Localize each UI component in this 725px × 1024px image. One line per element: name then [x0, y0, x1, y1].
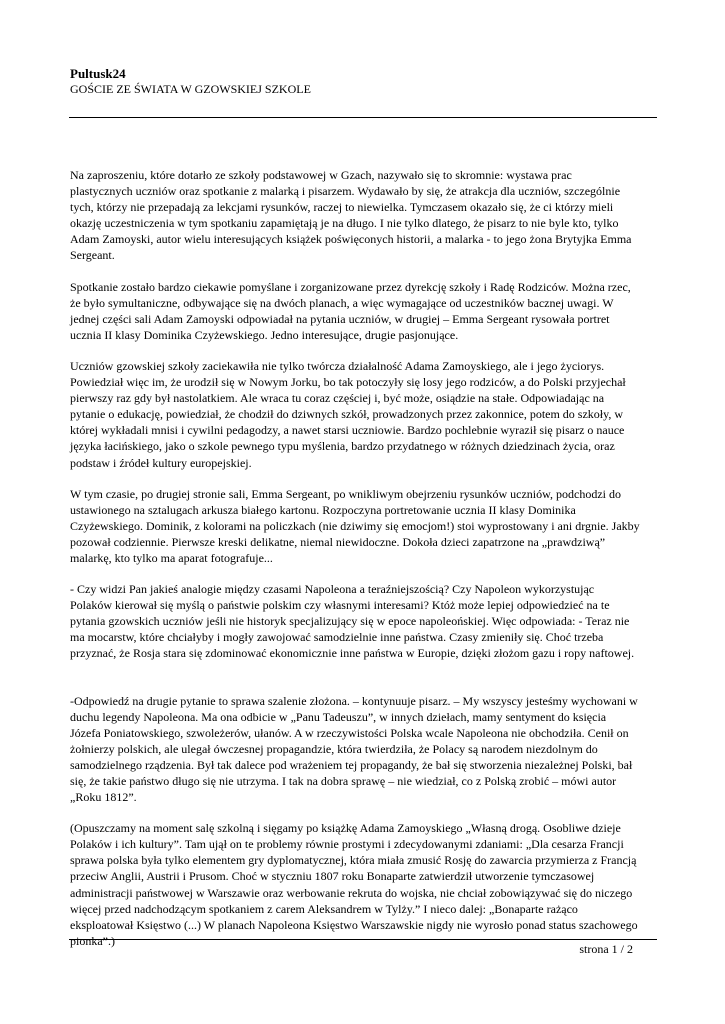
paragraph-intro: Na zaproszeniu, które dotarło ze szkoły podstawowej w Gzach, nazywało się to skromnie: wystawa prac plastycznych uczniów oraz spotkanie z malarką i pisarzem. Wydawało by się, że atrakcja dla uczniów, szczególnie tych, którzy nie przepadają za lekcjami rysunków, raczej to niewielka. Tymczasem okazało się, że ci którzy mieli okazję uczestniczenia w tym spotkaniu zapamiętają je na długo. I nie tylko dlatego, że pisarz to nie byle kto, tylko Adam Zamoyski, autor wielu interesujących książek poświęconych historii, a malarka - to jego żona Brytyjka Emma Sergeant.	[70, 168, 632, 263]
paragraph-question: - Czy widzi Pan jakieś analogie między czasami Napoleona a teraźniejszością? Czy Napoleon wykorzystując Polaków kierował się myślą o państwie polskim czy własnymi interesami? Któż może lepiej odpowiedzieć na te pytania gzowskich uczniów jeśli nie historyk specjalizujący się w epoce napoleońskiej. Więc odpowiada: - Teraz nie ma mocarstw, które chciałyby i mogły zawojować samodzielnie inne państwa. Czasy zmieniły się. Choć trzeba przyznać, że Rosja stara się zdominować ekonomicznie inne państwa w Europie, dzięki złożom gazu i ropy naftowej.	[70, 582, 635, 661]
paragraph-answer: -Odpowiedź na drugie pytanie to sprawa szalenie złożona. – kontynuuje pisarz. – My wszyscy jesteśmy wychowani w duchu legendy Napoleona. Ma ona odbicie w „Panu Tadeuszu”, w innych dziełach, mamy sentyment do księcia Józefa Poniatowskiego, szwoleżerów, ułanów. A w rzeczywistości Polska wcale Napoleona nie obchodziła. Cenił on żołnierzy polskich, ale ulegał ówczesnej propagandzie, która twierdziła, że Polacy są narodem niezdolnym do samodzielnego rządzenia. Był tak dalece pod wrażeniem tej propagandy, że bał się stworzenia niezależnej Polski, bał się, że takie państwo długo się nie utrzyma. I tak na dobra sprawę – nie wiedział, co z Polską zrobić – mówi autor „Roku 1812”.	[70, 693, 638, 805]
header-divider	[69, 117, 657, 118]
article-title: GOŚCIE ZE ŚWIATA W GZOWSKIEJ SZKOLE	[70, 82, 311, 96]
paragraph-meeting: Spotkanie zostało bardzo ciekawie pomyślane i zorganizowane przez dyrekcję szkoły i Radę Rodziców. Można rzec, że było symultaniczne, odbywające się na dwóch planach, a więc wymagające od uczestników bacznej uwagi. W jednej części sali Adam Zamoyski odpowiadał na pytania uczniów, w drugiej – Emma Sergeant rysowała portret ucznia II klasy Dominika Czyżewskiego. Jedno interesujące, drugie pasjonujące.	[70, 279, 631, 342]
document-header	[70, 66, 660, 97]
paragraph-book-quote: (Opuszczamy na moment salę szkolną i sięgamy po książkę Adama Zamoyskiego „Własną drogą. Osobliwe dzieje Polaków i ich kultury”. Tam ujął on te problemy równie prostymi i zdecydowanymi zdaniami: „Dla cesarza Francji sprawa polska była tylko elementem gry dyplomatycznej, która miała zmusić Rosję do zawarcia przymierza z Francją przeciw Anglii, Austrii i Prusom. Choć w styczniu 1807 roku Bonaparte zatwierdził utworzenie tymczasowej administracji państwowej w Warszawie oraz werbowanie rekruta do wojska, nie chciał zobowiązywać się do niczego więcej przed nadchodzącym spotkaniem z carem Aleksandrem w Tylży.” I nieco dalej: „Bonaparte rażąco eksploatował Księstwo (...) W planach Napoleona Księstwo Warszawskie nigdy nie wyrosło ponad status szachowego pionka”.)	[70, 821, 638, 948]
paragraph-portrait: W tym czasie, po drugiej stronie sali, Emma Sergeant, po wnikliwym obejrzeniu rysunków uczniów, podchodzi do ustawionego na sztalugach arkusza białego kartonu. Rozpoczyna portretowanie ucznia II klasy Dominika Czyżewskiego. Dominik, z kolorami na policzkach (nie dziwimy się emocjom!) stoi wyprostowany i ani drgnie. Jakby pozował codziennie. Pierwsze kreski delikatne, niemal niewidoczne. Dokoła dzieci zapatrzone na „prawdziwą” malarkę, kto tylko ma aparat fotografuje...	[70, 486, 640, 565]
site-name: Pultusk24	[70, 66, 126, 81]
article-body	[70, 167, 660, 964]
paragraph-biography: Uczniów gzowskiej szkoły zaciekawiła nie tylko twórcza działalność Adama Zamoyskiego, ale i jego życiorys. Powiedział więc im, że urodził się w Nowym Jorku, bo tak potoczyły się losy jego rodziców, a do Polski przyjechał pierwszy raz gdy był nastolatkiem. Ale wraca tu coraz częściej i, być może, osiądzie na stałe. Odpowiadając na pytanie o edukację, powiedział, że chodził do dziwnych szkół, prowadzonych przez zakonnice, potem do szkoły, w której wykładali mnisi i cywilni pedagodzy, a nawet starsi uczniowie. Bardzo pochlebnie wyraził się pisarz o nauce języka łacińskiego, jako o szkole pewnego typu myślenia, bardzo przydatnego w różnych dziedzinach życia, oraz podstaw i źródeł kultury europejskiej.	[70, 358, 626, 470]
footer-divider	[69, 939, 657, 940]
page-number: strona 1 / 2	[579, 942, 633, 956]
